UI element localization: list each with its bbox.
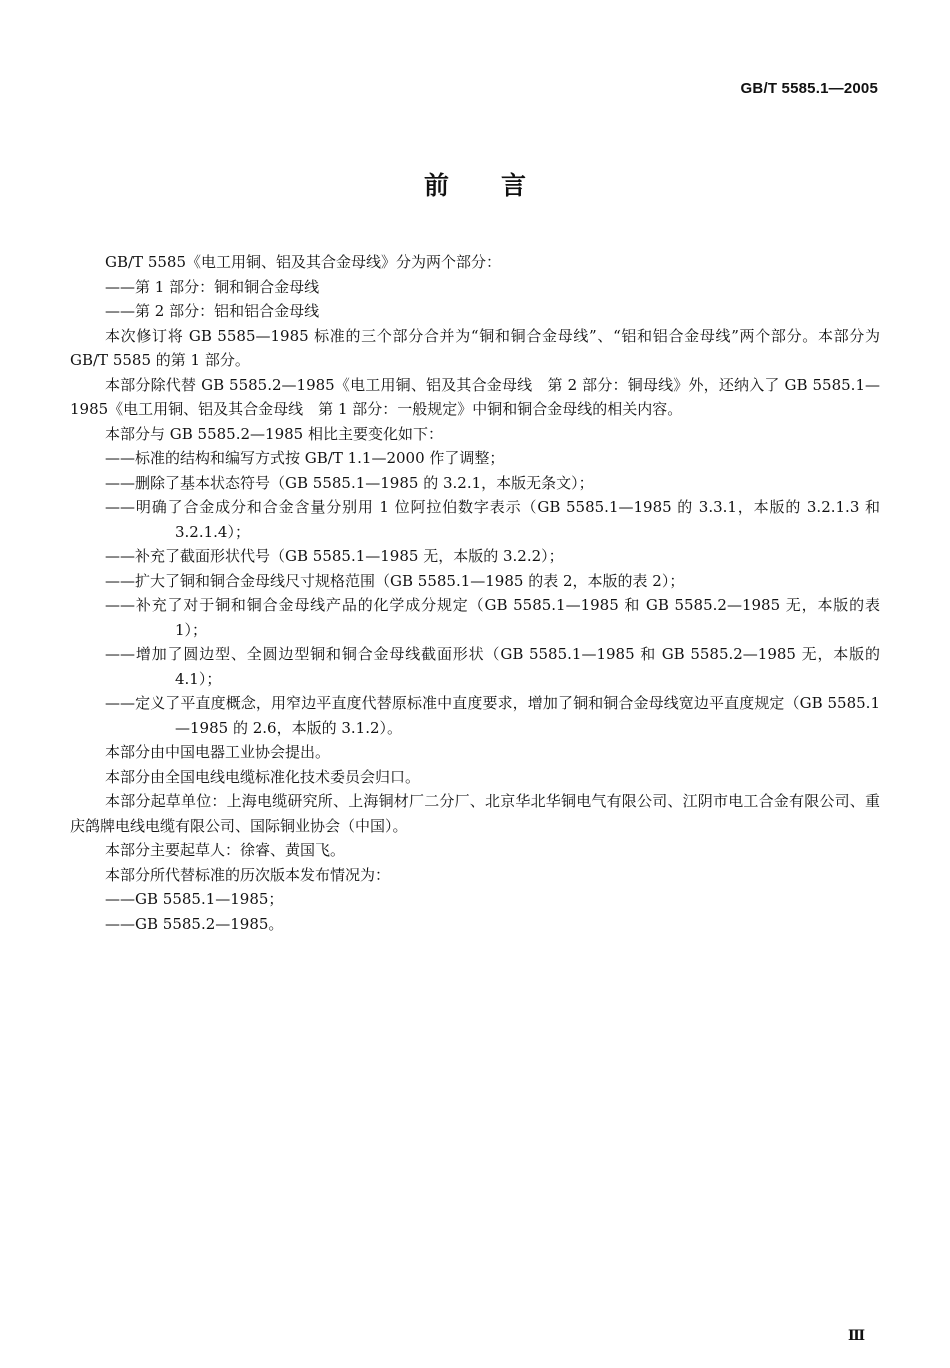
paragraph: 本部分除代替 GB 5585.2—1985《电工用铜、铝及其合金母线 第 2 部分：铜母线》外，还纳入了 GB 5585.1—1985《电工用铜、铝及其合金母线 第 1 部分：一般规定》中铜和铜合金母线的相关内容。 [70, 375, 880, 418]
paragraph: 本部分起草单位：上海电缆研究所、上海铜材厂二分厂、北京华北华铜电气有限公司、江阴市电工合金有限公司、重庆鸽牌电线电缆有限公司、国际铜业协会（中国）。 [70, 792, 880, 835]
preface-body [70, 250, 880, 936]
paragraph: 本部分与 GB 5585.2—1985 相比主要变化如下： [105, 424, 443, 443]
list-item: ——删除了基本状态符号（GB 5585.1—1985 的 3.2.1，本版无条文）； [105, 473, 594, 492]
paragraph: GB/T 5585《电工用铜、铝及其合金母线》分为两个部分： [105, 253, 502, 271]
list-item: ——增加了圆边型、全圆边型铜和铜合金母线截面形状（GB 5585.1—1985 和 GB 5585.2—1985 无，本版的 4.1）； [105, 645, 880, 688]
list-item: ——标准的结构和编写方式按 GB/T 1.1—2000 作了调整； [105, 449, 505, 467]
paragraph: 本部分由全国电线电缆标准化技术委员会归口。 [105, 767, 421, 786]
paragraph: 本部分由中国电器工业协会提出。 [105, 743, 331, 761]
list-item: ——GB 5585.1—1985； [105, 890, 284, 908]
list-item: ——定义了平直度概念，用窄边平直度代替原标准中直度要求，增加了铜和铜合金母线宽边平直度规定（GB 5585.1—1985 的 2.6，本版的 3.1.2）。 [105, 694, 880, 737]
list-item: ——补充了对于铜和铜合金母线产品的化学成分规定（GB 5585.1—1985 和 GB 5585.2—1985 无，本版的表 1）； [105, 596, 880, 639]
list-item: ——补充了截面形状代号（GB 5585.1—1985 无，本版的 3.2.2）； [105, 547, 564, 565]
paragraph: 本部分所代替标准的历次版本发布情况为： [105, 865, 391, 884]
list-item: ——扩大了铜和铜合金母线尺寸规格范围（GB 5585.1—1985 的表 2，本版的表 2）； [105, 571, 685, 590]
standard-code: GB/T 5585.1—2005 [740, 80, 878, 97]
page-number: Ⅲ [848, 1328, 866, 1344]
list-item: ——GB 5585.2—1985。 [105, 914, 284, 933]
paragraph: 本次修订将 GB 5585—1985 标准的三个部分合并为“铜和铜合金母线”、“铝和铝合金母线”两个部分。本部分为 GB/T 5585 的第 1 部分。 [70, 326, 880, 369]
list-item: ——第 2 部分：铝和铝合金母线 [105, 302, 320, 320]
paragraph: 本部分主要起草人：徐睿、黄国飞。 [105, 841, 346, 859]
list-item: ——明确了合金成分和合金含量分别用 1 位阿拉伯数字表示（GB 5585.1—1985 的 3.3.1，本版的 3.2.1.3 和 3.2.1.4）； [105, 498, 880, 541]
page-title: 前言 [423, 171, 578, 200]
list-item: ——第 1 部分：铜和铜合金母线 [105, 277, 320, 296]
